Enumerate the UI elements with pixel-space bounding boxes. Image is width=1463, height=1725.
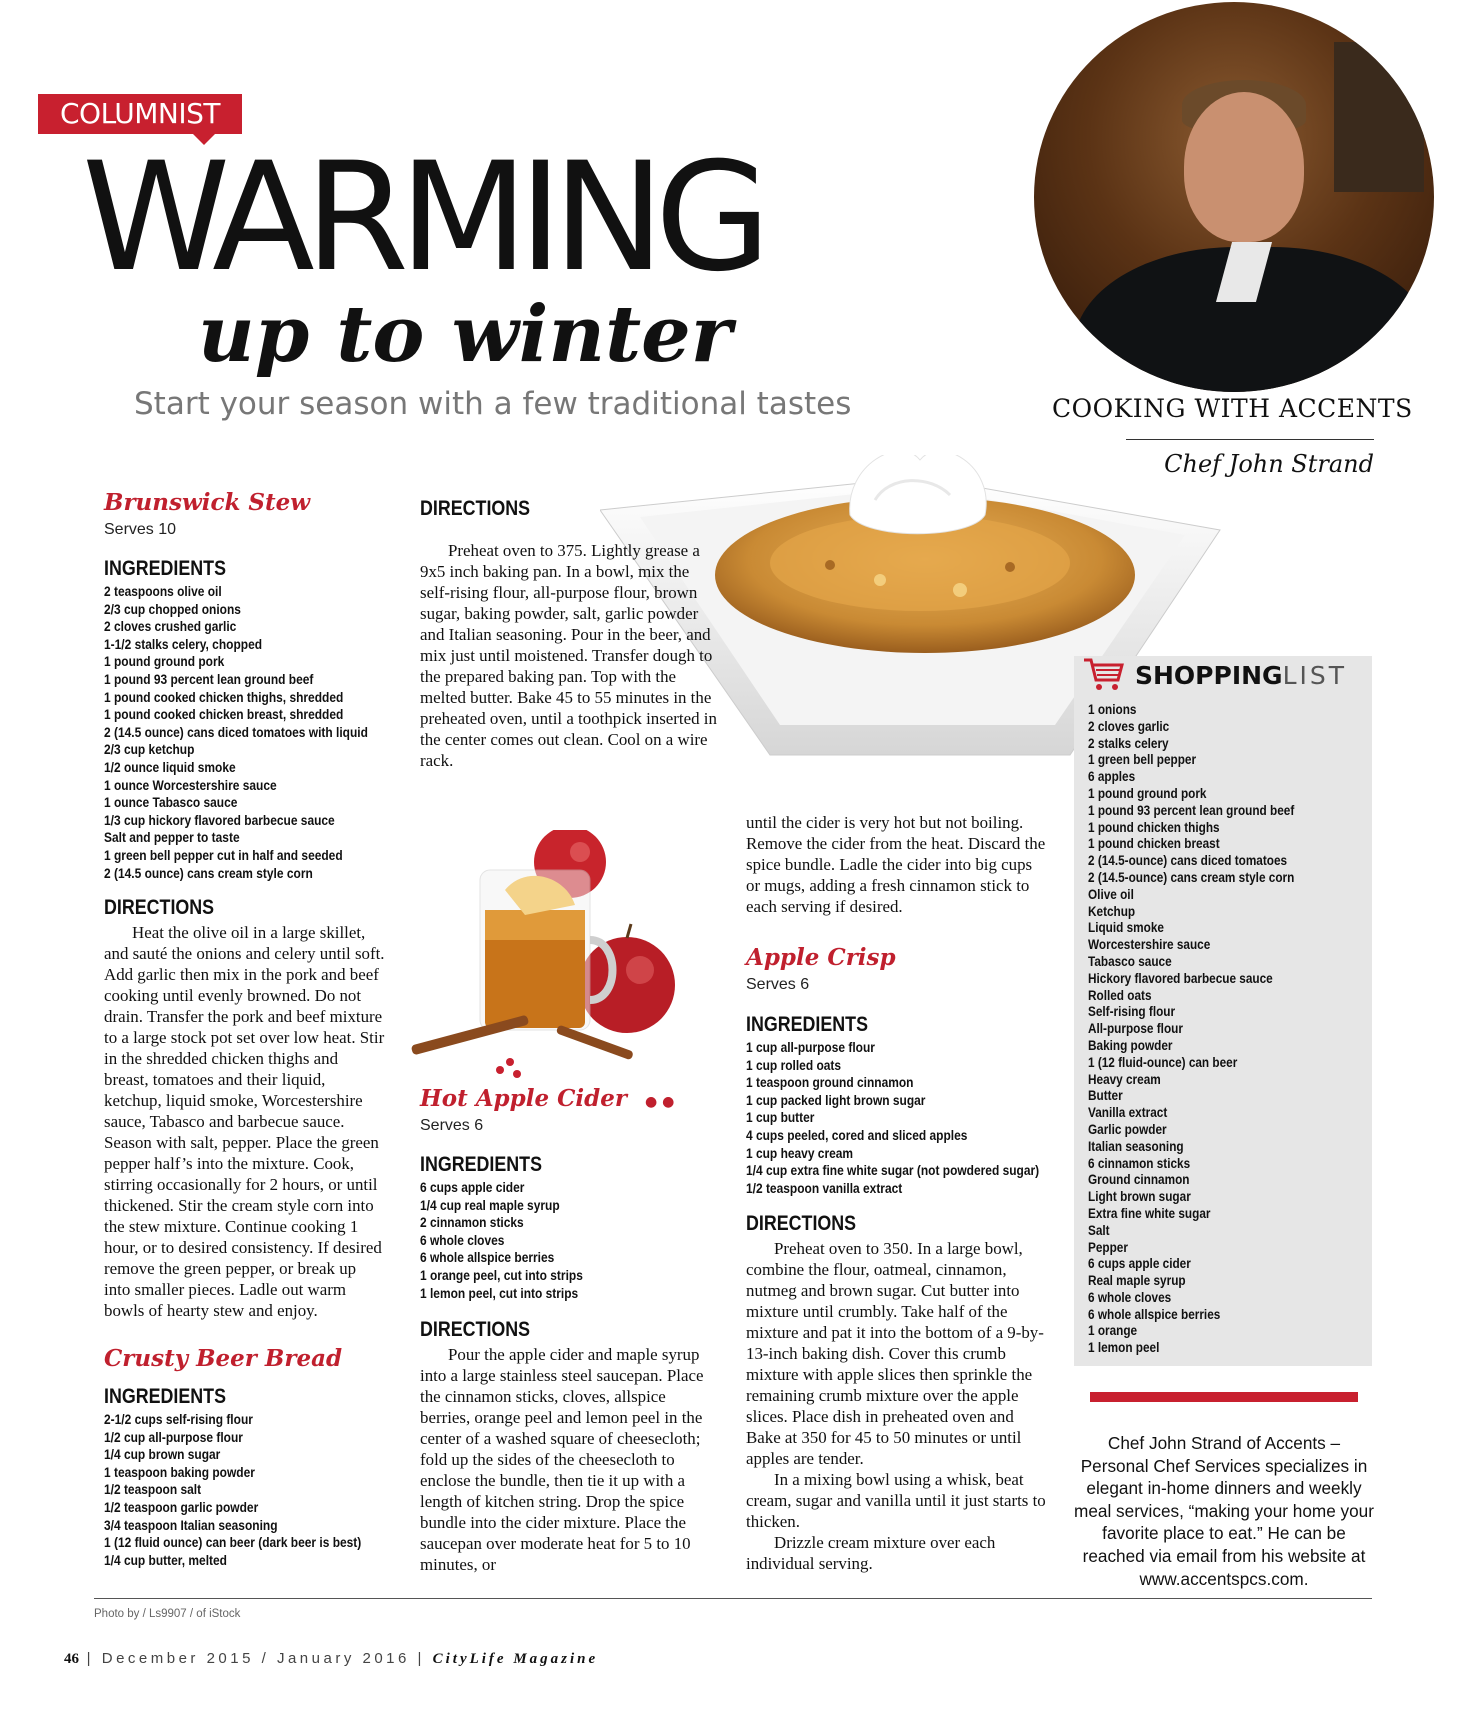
brunswick-item: 1 pound cooked chicken thighs, shredded [104, 689, 344, 705]
footer-rule [94, 1598, 1372, 1599]
directions-beer-bread-text: Preheat oven to 375. Lightly grease a 9x5 inch baking pan. In a bowl, mix the self-rising flour, all-purpose flour, brown sugar, baking powder, salt, garlic powder and Italian seasoning. Pour in the beer, and mix just until moistened. Transfer dough to the prepared baking pan. Top with the melted butter. Bake 45 to 55 minutes in the preheated oven, until a toothpick inserted in the center comes out clean. Cool on a wire rack. [420, 540, 717, 770]
shopping-item: Salt [1088, 1222, 1110, 1238]
directions-cider-part1: Pour the apple cider and maple syrup into a large stainless steel saucepan. Place the cinnamon sticks, cloves, allspice berries, orange peel and lemon peel in the center of a washed square of cheesecloth; fold up the sides of the cheesecloth to enclose the bundle, then tie it up with a length of kitchen string. Drop the spice bundle into the cider mixture. Place the saucepan over moderate heat for 5 to 10 minutes, or [420, 1345, 704, 1574]
directions-crisp-p3: Drizzle cream mixture over each individual serving. [746, 1533, 996, 1573]
beer_bread-item: 1/4 cup brown sugar [104, 1447, 221, 1463]
cider-item: 1/4 cup real maple syrup [420, 1197, 560, 1213]
shopping-item: Tabasco sauce [1088, 953, 1172, 969]
author-bio: Chef John Strand of Accents – Personal Chef Services specializes in elegant in-home dinners and weekly meal services, “making your home your favorite place to eat.” He can be reached via email from his website at www.accentspcs.com. [1074, 1433, 1374, 1589]
shopping-item: 6 whole cloves [1088, 1289, 1172, 1305]
shopping-list-items [1088, 702, 1322, 1357]
accent-bar [1090, 1392, 1358, 1402]
beer_bread-item: 1/2 teaspoon salt [104, 1482, 202, 1498]
crisp-item: 1 cup all-purpose flour [746, 1040, 875, 1055]
recipe-title-crusty-beer-bread: Crusty Beer Bread [104, 1345, 343, 1372]
column-name: COOKING WITH ACCENTS [1052, 394, 1413, 423]
shopping-item: Vanilla extract [1088, 1105, 1168, 1121]
shopping-item: Butter [1088, 1088, 1123, 1104]
shopping-item: 1 (12 fluid-ounce) can beer [1088, 1054, 1238, 1070]
shopping-item: Olive oil [1088, 886, 1134, 902]
headline: WARMING [82, 131, 762, 305]
cabinet-background [1334, 42, 1424, 192]
serves-cider: Serves 6 [420, 1117, 484, 1134]
cider-item: 6 cups apple cider [420, 1180, 525, 1195]
recipe-title-apple-crisp: Apple Crisp [746, 944, 896, 971]
issue-date: | December 2015 / January 2016 | [79, 1650, 433, 1667]
shopping-item: Italian seasoning [1088, 1138, 1184, 1154]
page-number: 46 [64, 1651, 79, 1667]
recipe-title-hot-apple-cider-text: Hot Apple Cider [420, 1085, 627, 1112]
shopping-item: 6 cups apple cider [1088, 1256, 1191, 1272]
brunswick-item: 2/3 cup chopped onions [104, 601, 241, 617]
author-byline: Chef John Strand [1164, 450, 1374, 478]
shopping-item: Worcestershire sauce [1088, 937, 1211, 953]
shopping-item: 1 pound chicken breast [1088, 836, 1220, 852]
cider-item: 1 lemon peel, cut into strips [420, 1285, 579, 1301]
shopping-item: 1 pound chicken thighs [1088, 819, 1220, 835]
photo-credit: Photo by / Ls9907 / of iStock [94, 1608, 241, 1620]
directions-brunswick: Heat the olive oil in a large skillet, and sauté the onions and celery until soft. Add garlic then mix in the pork and beef cooking until evenly browned. Do not drain. Transfer the pork and beef mixture to a large stock pot set over low heat. Stir in the shredded chicken thighs and breast, tomatoes and their liquid, ketchup, liquid smoke, Worcestershire sauce, Tabasco and barbecue sauce. Season with salt, pepper. Place the green pepper half’s into the mixture. Cook, stirring occasionally for 2 hours, or until thickened. Stir the cream style corn into the stew mixture. Continue cooking 1 hour, or to desired consistency. If desired remove the green pepper, or break up into smaller pieces. Ladle out warm bowls of hearty stew and enjoy. [104, 923, 385, 1320]
cider-item: 1 orange peel, cut into strips [420, 1267, 583, 1283]
crisp-item: 4 cups peeled, cored and sliced apples [746, 1127, 968, 1143]
directions-beer-bread [420, 540, 718, 771]
directions-crisp-p1: Preheat oven to 350. In a large bowl, combine the flour, oatmeal, cinnamon, nutmeg and brown sugar. Cut butter into mixture until crumbly. Take half of the mixture and pat it into the bottom of a 9-by-13-inch baking dish. Cover this crumb mixture with apple slices then sprinkle the remaining crumb mixture over the apple slices. Place dish in preheated oven and Bake at 350 for 45 to 50 minutes or until apples are tender. [746, 1239, 1044, 1468]
serves-crisp: Serves 6 [746, 976, 810, 993]
brunswick-item: 1 green bell pepper cut in half and seeded [104, 847, 343, 863]
shopping-item: Ketchup [1088, 903, 1136, 919]
crisp-item: 1 teaspoon ground cinnamon [746, 1075, 914, 1091]
hot-apple-cider-image [405, 830, 675, 1090]
shopping-item: Garlic powder [1088, 1121, 1167, 1137]
brunswick-item: Salt and pepper to taste [104, 830, 240, 846]
brunswick-item: 1 pound 93 percent lean ground beef [104, 671, 314, 687]
beer_bread-item: 1/2 teaspoon garlic powder [104, 1499, 259, 1515]
brunswick-item: 2 (14.5 ounce) cans cream style corn [104, 865, 313, 881]
directions-heading-brunswick: DIRECTIONS [104, 896, 215, 919]
directions-crisp [746, 1238, 1046, 1574]
directions-crisp-p2: In a mixing bowl using a whisk, beat cream, sugar and vanilla until it just starts to thicken. [746, 1470, 1046, 1531]
directions-heading-crisp: DIRECTIONS [746, 1212, 857, 1235]
chef-face [1184, 92, 1304, 242]
shopping-title-light: LIST [1282, 661, 1348, 690]
cider-item: 6 whole allspice berries [420, 1250, 555, 1266]
cider-item: 6 whole cloves [420, 1232, 505, 1248]
shopping-item: Liquid smoke [1088, 920, 1164, 936]
shopping-item: Baking powder [1088, 1037, 1173, 1053]
recipe-title-brunswick-stew: Brunswick Stew [104, 489, 311, 516]
shopping-item: 1 onions [1088, 702, 1137, 717]
folio [64, 1650, 598, 1668]
columnist-tag: COLUMNIST [38, 94, 242, 134]
shopping-list-title [1135, 661, 1347, 690]
recipe-title-hot-apple-cider [420, 1085, 674, 1112]
crisp-item: 1 cup packed light brown sugar [746, 1092, 926, 1108]
ingredients-heading-beer-bread: INGREDIENTS [104, 1385, 226, 1408]
brunswick-item: 2 teaspoons olive oil [104, 584, 222, 599]
shopping-item: Self-rising flour [1088, 1004, 1176, 1020]
shopping-item: Ground cinnamon [1088, 1172, 1190, 1188]
brunswick-item: 2 (14.5 ounce) cans diced tomatoes with liquid [104, 724, 368, 740]
ingredients-list-beer-bread [104, 1411, 396, 1569]
shopping-item: All-purpose flour [1088, 1021, 1183, 1037]
headline-script: up to winter [198, 289, 732, 380]
shopping-item: Rolled oats [1088, 987, 1152, 1003]
shopping-item: Hickory flavored barbecue sauce [1088, 970, 1273, 986]
ingredients-list-crisp [746, 1039, 1079, 1197]
brunswick-item: 1 pound cooked chicken breast, shredded [104, 707, 344, 723]
crisp-item: 1/4 cup extra fine white sugar (not powdered sugar) [746, 1163, 1040, 1179]
crisp-item: 1/2 teaspoon vanilla extract [746, 1180, 903, 1196]
shopping-item: Light brown sugar [1088, 1189, 1191, 1205]
brunswick-item: 1 ounce Tabasco sauce [104, 795, 238, 811]
shopping-item: 1 green bell pepper [1088, 752, 1197, 768]
decorative-berries-icon: ● ● [644, 1094, 675, 1110]
shopping-item: 1 pound ground pork [1088, 785, 1207, 801]
shopping-item: 2 stalks celery [1088, 735, 1169, 751]
shopping-item: 6 whole allspice berries [1088, 1306, 1221, 1322]
shopping-item: 1 orange [1088, 1323, 1138, 1339]
shopping-item: Heavy cream [1088, 1071, 1161, 1087]
brunswick-item: 1-1/2 stalks celery, chopped [104, 636, 263, 652]
shopping-item: 2 cloves garlic [1088, 718, 1170, 734]
shopping-item: 6 apples [1088, 769, 1136, 785]
brunswick-item: 1 ounce Worcestershire sauce [104, 777, 277, 793]
shopping-title-bold: SHOPPING [1135, 661, 1283, 690]
directions-cider-part2: until the cider is very hot but not boiling. Remove the cider from the heat. Discard the spice bundle. Ladle the cider into big cups or mugs, adding a fresh cinnamon stick to each serving if desired. [746, 813, 1046, 916]
subtitle: Start your season with a few traditional tastes [134, 386, 852, 422]
brunswick-item: 1/2 ounce liquid smoke [104, 759, 236, 775]
beer_bread-item: 1/4 cup butter, melted [104, 1552, 227, 1568]
brunswick-item: 2 cloves crushed garlic [104, 619, 237, 635]
crisp-item: 1 cup rolled oats [746, 1057, 842, 1073]
crisp-item: 1 cup butter [746, 1110, 815, 1126]
brunswick-item: 2/3 cup ketchup [104, 742, 195, 758]
ingredients-list-cider [420, 1179, 605, 1302]
ingredients-heading-brunswick: INGREDIENTS [104, 557, 226, 580]
shopping-item: 1 lemon peel [1088, 1340, 1160, 1356]
shopping-item: Extra fine white sugar [1088, 1205, 1211, 1221]
shopping-cart-icon [1082, 656, 1124, 692]
beer_bread-item: 1 teaspoon baking powder [104, 1464, 255, 1480]
beer_bread-item: 2-1/2 cups self-rising flour [104, 1412, 253, 1427]
ingredients-list-brunswick [104, 583, 404, 882]
brunswick-item: 1/3 cup hickory flavored barbecue sauce [104, 812, 335, 828]
ingredients-heading-cider: INGREDIENTS [420, 1153, 542, 1176]
column-rule [1126, 439, 1374, 440]
shopping-item: 6 cinnamon sticks [1088, 1155, 1191, 1171]
shopping-item: 2 (14.5-ounce) cans cream style corn [1088, 869, 1295, 885]
crisp-item: 1 cup heavy cream [746, 1145, 854, 1161]
brunswick-item: 1 pound ground pork [104, 654, 225, 670]
beer_bread-item: 3/4 teaspoon Italian seasoning [104, 1517, 278, 1533]
beer_bread-item: 1/2 cup all-purpose flour [104, 1429, 243, 1445]
shopping-item: Real maple syrup [1088, 1273, 1186, 1289]
directions-heading-beer-bread: DIRECTIONS [420, 497, 531, 520]
shopping-item: 1 pound 93 percent lean ground beef [1088, 802, 1295, 818]
shopping-item: Pepper [1088, 1239, 1128, 1255]
shopping-item: 2 (14.5-ounce) cans diced tomatoes [1088, 853, 1288, 869]
serves-brunswick: Serves 10 [104, 521, 177, 538]
cider-item: 2 cinnamon sticks [420, 1215, 524, 1231]
chef-portrait-photo [1034, 2, 1434, 392]
magazine-name: CityLife Magazine [432, 1651, 599, 1667]
ingredients-heading-crisp: INGREDIENTS [746, 1013, 868, 1036]
directions-heading-cider: DIRECTIONS [420, 1318, 531, 1341]
beer_bread-item: 1 (12 fluid ounce) can beer (dark beer is best) [104, 1535, 362, 1551]
